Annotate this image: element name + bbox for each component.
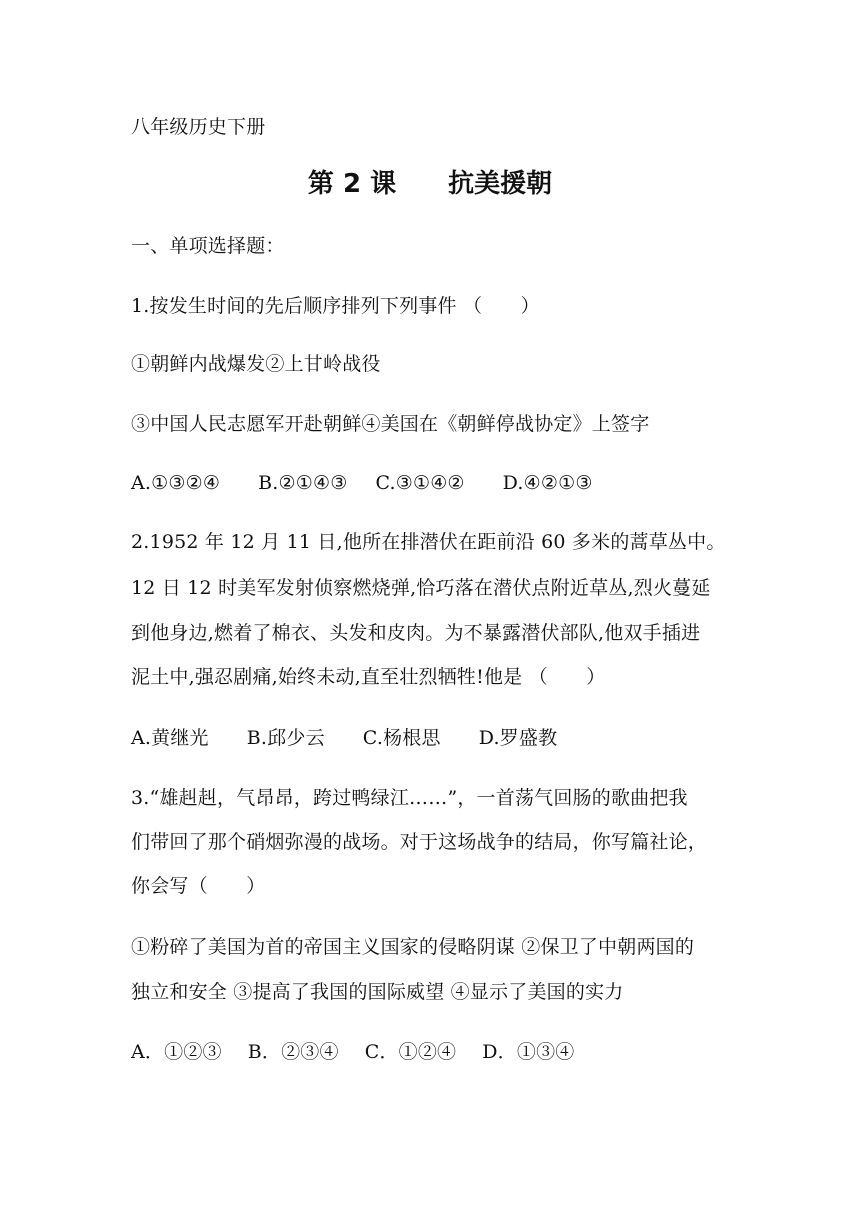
question-3-options [131,1043,574,1062]
option-d: D.④②①③ [502,472,593,494]
question-2-stem-line: 2.1952 年 12 月 11 日,他所在排潜伏在距前沿 60 多米的蒿草丛中。 [131,531,726,553]
lesson-title: 第 2 课 抗美援朝 [307,169,553,199]
question-2-stem-line: 12 日 12 时美军发射侦察燃烧弹,恰巧落在潜伏点附近草丛,烈火蔓延 [131,577,711,599]
question-2-stem-line: 泥土中,强忍剧痛,始终未动,直至壮烈牺牲!他是 （ ） [131,666,606,688]
option-c: C．①②④ [364,1041,457,1063]
option-b: B.邱少云 [246,727,325,749]
option-b: B.②①④③ [258,472,348,494]
question-3-item-line: ①粉碎了美国为首的帝国主义国家的侵略阴谋 ②保卫了中朝两国的 [131,936,695,958]
question-1-options [131,474,593,493]
option-d: D.罗盛教 [478,727,558,749]
grade-label: 八年级历史下册 [131,116,266,138]
section-heading: 一、单项选择题： [131,235,285,257]
option-a: A.①③②④ [131,472,221,494]
question-2-stem-line: 到他身边,燃着了棉衣、头发和皮肉。为不暴露潜伏部队,他双手插进 [131,622,701,644]
question-1-item-line: ①朝鲜内战爆发②上甘岭战役 [131,353,381,375]
question-3-item-line: 独立和安全 ③提高了我国的国际威望 ④显示了美国的实力 [131,981,624,1003]
question-3-stem-line: 们带回了那个硝烟弥漫的战场。对于这场战争的结局，你写篇社论， [131,831,708,853]
question-3-stem-line: 3.“雄赳赳，气昂昂，跨过鸭绿江……”，一首荡气回肠的歌曲把我 [131,787,688,809]
option-c: C.杨根思 [362,727,441,749]
question-2-options [131,729,557,748]
question-1-stem: 1.按发生时间的先后顺序排列下列事件 （ ） [131,295,540,317]
option-c: C.③①④② [375,472,465,494]
option-d: D．①③④ [482,1041,575,1063]
question-3-stem-line: 你会写（ ） [131,875,266,897]
option-a: A．①②③ [131,1041,222,1063]
option-b: B．②③④ [247,1041,339,1063]
question-1-item-line: ③中国人民志愿军开赴朝鲜④美国在《朝鲜停战协定》上签字 [131,413,650,435]
option-a: A.黄继光 [131,727,209,749]
